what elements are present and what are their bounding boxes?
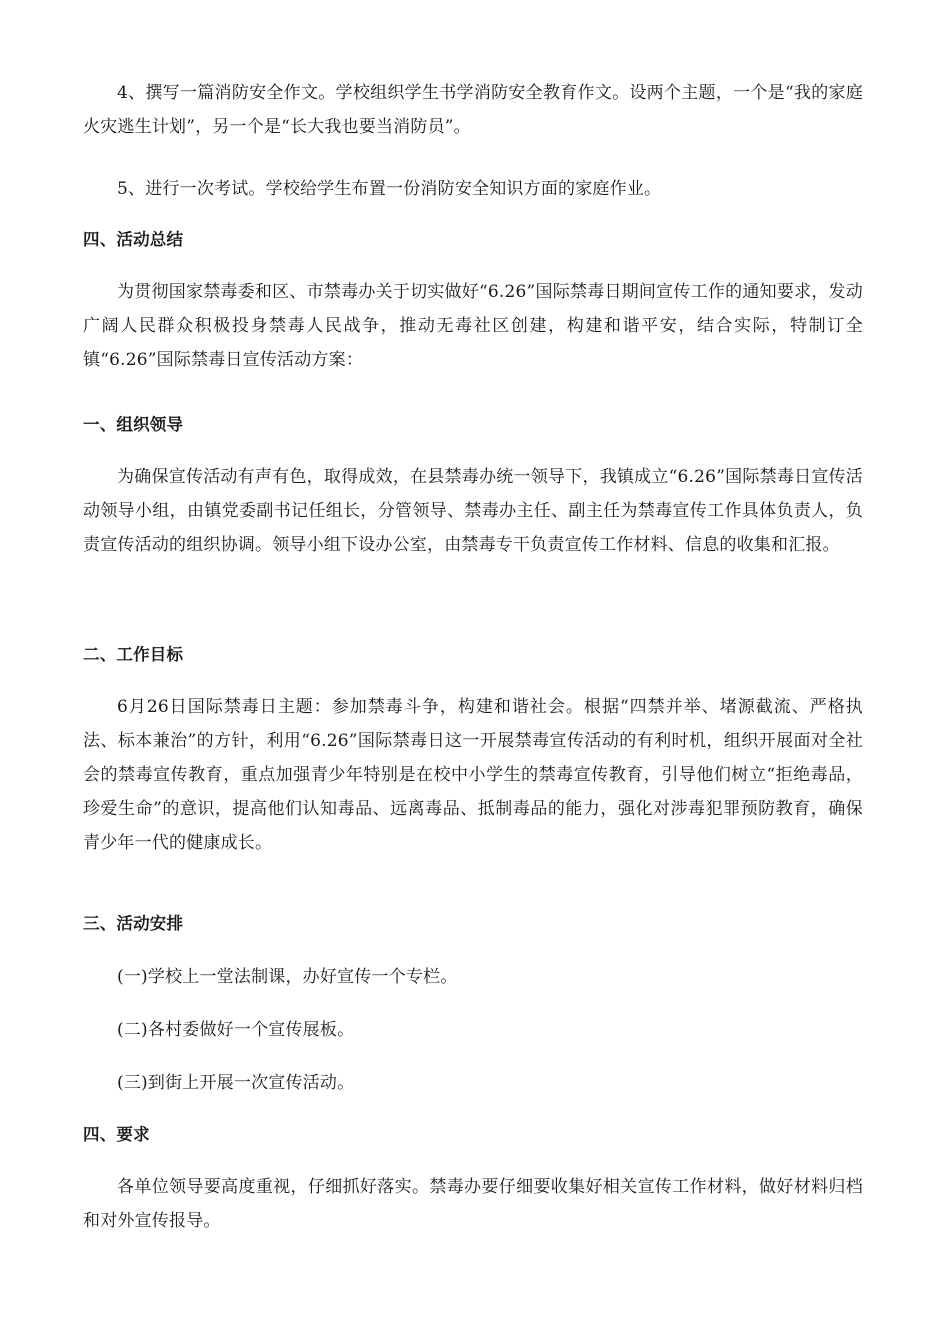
heading-schedule: 三、活动安排 [83, 914, 184, 933]
list-item-street-event: (三)到街上开展一次宣传活动。 [117, 1073, 355, 1093]
heading-organization: 一、组织领导 [83, 415, 184, 434]
paragraph-goals: 6月26日国际禁毒日主题：参加禁毒斗争，构建和谐社会。根据“四禁并举、堵源截流、严格执法、标本兼治”的方针，利用“6.26”国际禁毒日这一开展禁毒宣传活动的有利时机，组织开展面对全社会的禁毒宣传教育，重点加强青少年特别是在校中小学生的禁毒宣传教育，引导他们树立“拒绝毒品，珍爱生命”的意识，提高他们认知毒品、远离毒品、抵制毒品的能力，强化对涉毒犯罪预防教育，确保青少年一代的健康成长。 [83, 697, 863, 853]
heading-work-goals: 二、工作目标 [83, 645, 184, 664]
paragraph-leadership: 为确保宣传活动有声有色，取得成效，在县禁毒办统一领导下，我镇成立“6.26”国际禁毒日宣传活动领导小组，由镇党委副书记任组长，分管领导、禁毒办主任、副主任为禁毒宣传工作具体负责人，负责宣传活动的组织协调。领导小组下设办公室，由禁毒专干负责宣传工作材料、信息的收集和汇报。 [83, 467, 863, 555]
paragraph-essay: 4、撰写一篇消防安全作文。学校组织学生书学消防安全教育作文。设两个主题，一个是“我的家庭火灾逃生计划”，另一个是“长大我也要当消防员”。 [83, 83, 863, 137]
paragraph-intro: 为贯彻国家禁毒委和区、市禁毒办关于切实做好“6.26”国际禁毒日期间宣传工作的通知要求，发动广阔人民群众积极投身禁毒人民战争，推动无毒社区创建，构建和谐平安，结合实际，特制订全镇“6.26”国际禁毒日宣传活动方案： [83, 282, 863, 370]
paragraph-requirements: 各单位领导要高度重视，仔细抓好落实。禁毒办要仔细要收集好相关宣传工作材料，做好材料归档和对外宣传报导。 [83, 1177, 863, 1231]
heading-activity-summary: 四、活动总结 [83, 230, 184, 249]
list-item-village-board: (二)各村委做好一个宣传展板。 [117, 1020, 355, 1040]
list-item-law-class: (一)学校上一堂法制课，办好宣传一个专栏。 [117, 967, 458, 987]
paragraph-exam: 5、进行一次考试。学校给学生布置一份消防安全知识方面的家庭作业。 [117, 179, 662, 199]
heading-requirements: 四、要求 [83, 1125, 150, 1144]
